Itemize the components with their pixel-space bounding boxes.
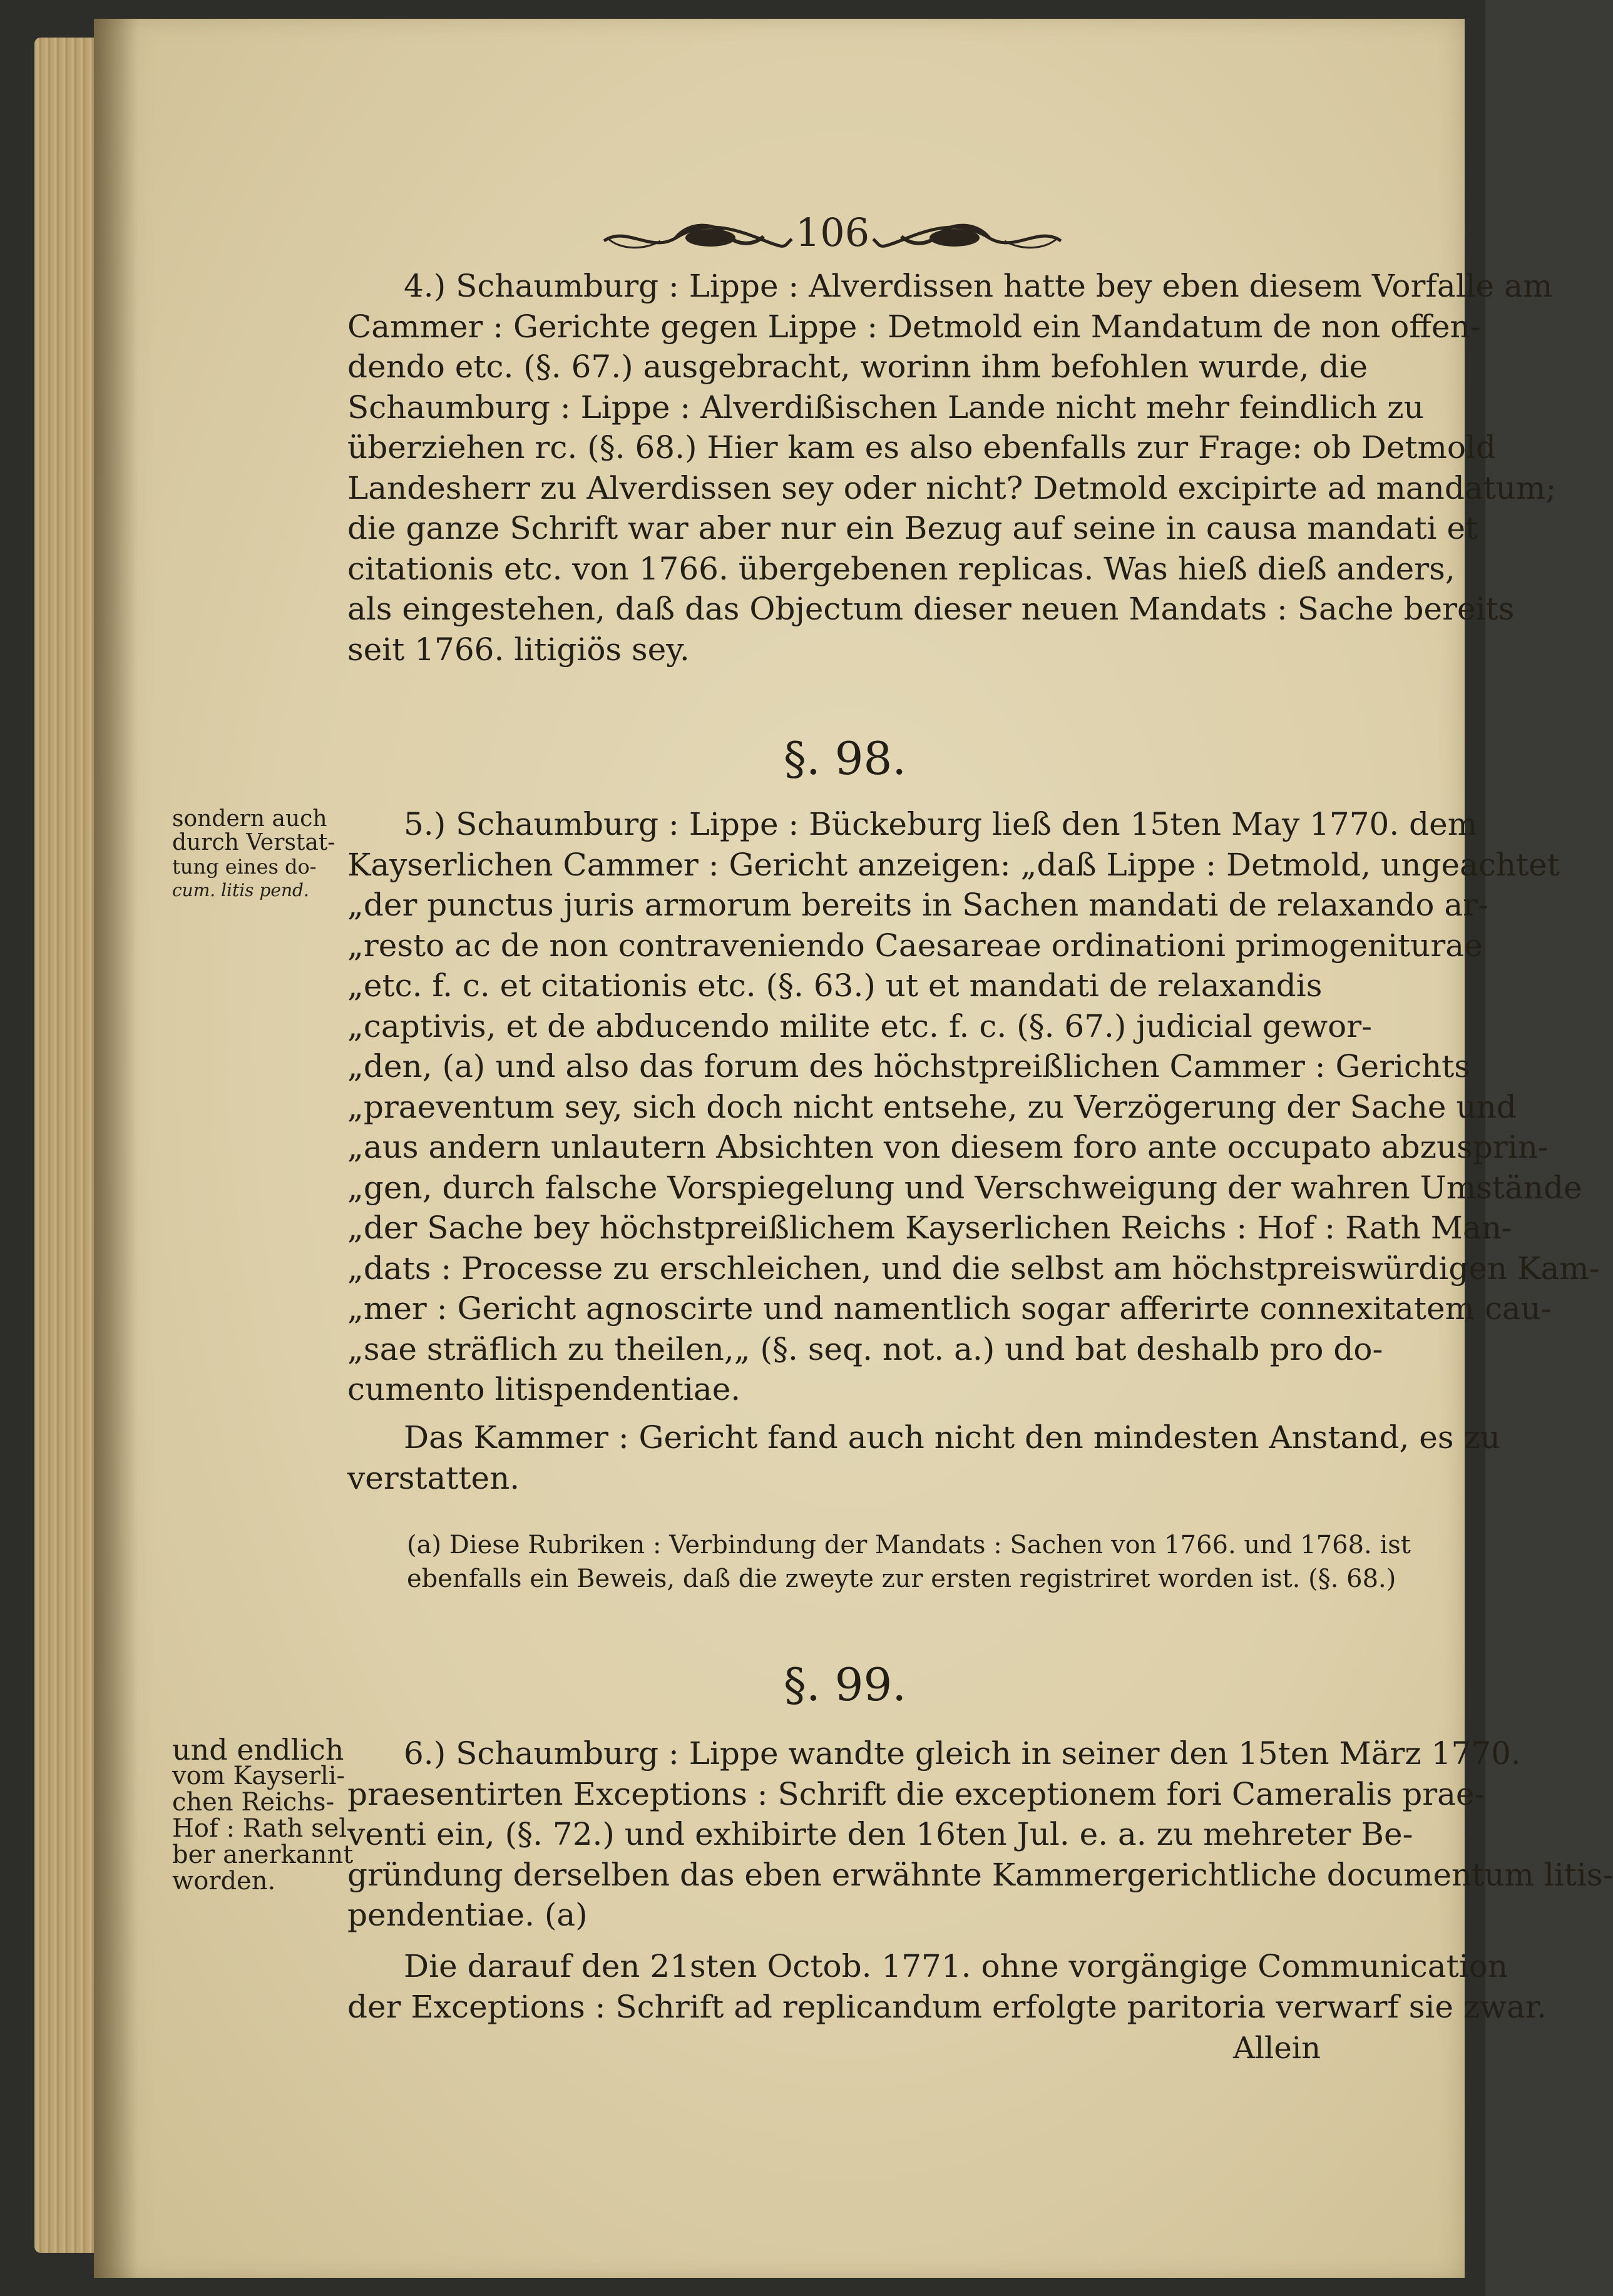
text-line: verstatten. <box>347 1459 520 1496</box>
paragraph-kammer <box>347 1417 1500 1498</box>
paragraph-5 <box>347 804 1600 1410</box>
footnote-a <box>407 1528 1411 1596</box>
text-line: „praeventum sey, sich doch nicht entsehe, zu Verzögerung der Sache und <box>347 1088 1517 1125</box>
footnote-line: ebenfalls ein Beweis, daß die zweyte zur ersten registriret worden ist. (§. 68.) <box>407 1564 1396 1593</box>
text-line: „gen, durch falsche Vorspiegelung und Verschweigung der wahren Umstände <box>347 1169 1582 1206</box>
text-line: „resto ac de non contraveniendo Caesareae ordinationi primogeniturae <box>347 927 1483 964</box>
text-line: der Exceptions : Schrift ad replicandum erfolgte paritoria verwarf sie zwar. <box>347 1988 1547 2025</box>
page-header <box>601 203 1064 272</box>
section-heading-98: §. 98. <box>783 732 907 785</box>
text-line: pendentiae. (a) <box>347 1897 588 1933</box>
paragraph-paritoria <box>347 1946 1547 2027</box>
text-line: 4.) Schaumburg : Lippe : Alverdissen hatte bey eben diesem Vorfalle am <box>404 268 1553 304</box>
margin-note-line: worden. <box>172 1867 276 1895</box>
margin-note-line: ber anerkannt <box>172 1840 354 1869</box>
text-line: die ganze Schrift war aber nur ein Bezug auf seine in causa mandati et <box>347 510 1478 546</box>
margin-note-line: durch Verstat- <box>172 830 335 855</box>
text-line: „der Sache bey höchstpreißlichem Kayserlichen Reichs : Hof : Rath Man- <box>347 1210 1512 1246</box>
text-line: seit 1766. litigiös sey. <box>347 631 690 668</box>
text-line: „etc. f. c. et citationis etc. (§. 63.) ut et mandati de relaxandis <box>347 967 1323 1004</box>
text-line: „dats : Processe zu erschleichen, und die selbst am höchstpreiswürdigen Kam- <box>347 1250 1600 1287</box>
text-line: „sae sträflich zu theilen,„ (§. seq. not. a.) und bat deshalb pro do- <box>347 1330 1383 1367</box>
margin-note-line: und endlich <box>172 1733 344 1767</box>
text-line: überziehen rc. (§. 68.) Hier kam es also ebenfalls zur Frage: ob Detmold <box>347 429 1497 466</box>
text-line: citationis etc. von 1766. übergebenen replicas. Was hieß dieß anders, <box>347 550 1455 587</box>
text-line: „captivis, et de abducendo milite etc. f. c. (§. 67.) judicial gewor- <box>347 1008 1373 1044</box>
margin-note-line: vom Kayserli- <box>172 1762 346 1790</box>
paragraph-6 <box>347 1733 1613 1936</box>
right-ornament-icon <box>870 213 1064 263</box>
page-number: 106 <box>795 210 870 255</box>
text-line: Cammer : Gerichte gegen Lippe : Detmold ein Mandatum de non offen- <box>347 308 1481 345</box>
gutter-shadow <box>94 19 138 2278</box>
margin-note-line: chen Reichs- <box>172 1788 335 1817</box>
text-line: Das Kammer : Gericht fand auch nicht den mindesten Anstand, es zu <box>404 1419 1500 1456</box>
footnote-line: (a) Diese Rubriken : Verbindung der Mandats : Sachen von 1766. und 1768. ist <box>407 1531 1411 1559</box>
margin-note-line: Hof : Rath sel- <box>172 1814 356 1843</box>
margin-note-line: cum. litis pend. <box>172 880 309 901</box>
text-line: praesentirten Exceptions : Schrift die exceptionem fori Cameralis prae- <box>347 1775 1485 1812</box>
text-line: venti ein, (§. 72.) und exhibirte den 16ten Jul. e. a. zu mehreter Be- <box>347 1816 1413 1852</box>
paragraph-4 <box>347 266 1557 670</box>
text-line: dendo etc. (§. 67.) ausgebracht, worinn ihm befohlen wurde, die <box>347 349 1368 385</box>
left-ornament-icon <box>601 213 795 263</box>
text-line: „den, (a) und also das forum des höchstpreißlichen Cammer : Gerichts <box>347 1048 1470 1084</box>
margin-note-line: sondern auch <box>172 806 327 832</box>
text-line: „mer : Gericht agnoscirte und namentlich sogar afferirte connexitatem cau- <box>347 1290 1552 1327</box>
text-line: „aus andern unlautern Absichten von diesem foro ante occupato abzusprin- <box>347 1129 1549 1165</box>
catchword: Allein <box>1233 2031 1321 2066</box>
margin-note-2 <box>172 1733 356 1895</box>
margin-note-line: tung eines do- <box>172 855 317 879</box>
text-line: Die darauf den 21sten Octob. 1771. ohne vorgängige Communication <box>404 1948 1508 1984</box>
text-line: cumento litispendentiae. <box>347 1371 741 1407</box>
section-heading-99: §. 99. <box>783 1658 907 1711</box>
margin-note-1 <box>172 807 341 902</box>
text-line: Kayserlichen Cammer : Gericht anzeigen: „daß Lippe : Detmold, ungeachtet <box>347 846 1560 883</box>
text-line: gründung derselben das eben erwähnte Kammergerichtliche documentum litis- <box>347 1856 1613 1893</box>
text-line: als eingestehen, daß das Objectum dieser neuen Mandats : Sache bereits <box>347 591 1515 627</box>
text-line: Landesherr zu Alverdissen sey oder nicht? Detmold excipirte ad mandatum; <box>347 469 1557 506</box>
text-line: „der punctus juris armorum bereits in Sachen mandati de relaxando ar- <box>347 887 1488 923</box>
text-line: Schaumburg : Lippe : Alverdißischen Lande nicht mehr feindlich zu <box>347 389 1424 426</box>
text-line: 5.) Schaumburg : Lippe : Bückeburg ließ den 15ten May 1770. dem <box>404 806 1478 842</box>
text-line: 6.) Schaumburg : Lippe wandte gleich in seiner den 15ten März 1770. <box>404 1735 1521 1772</box>
